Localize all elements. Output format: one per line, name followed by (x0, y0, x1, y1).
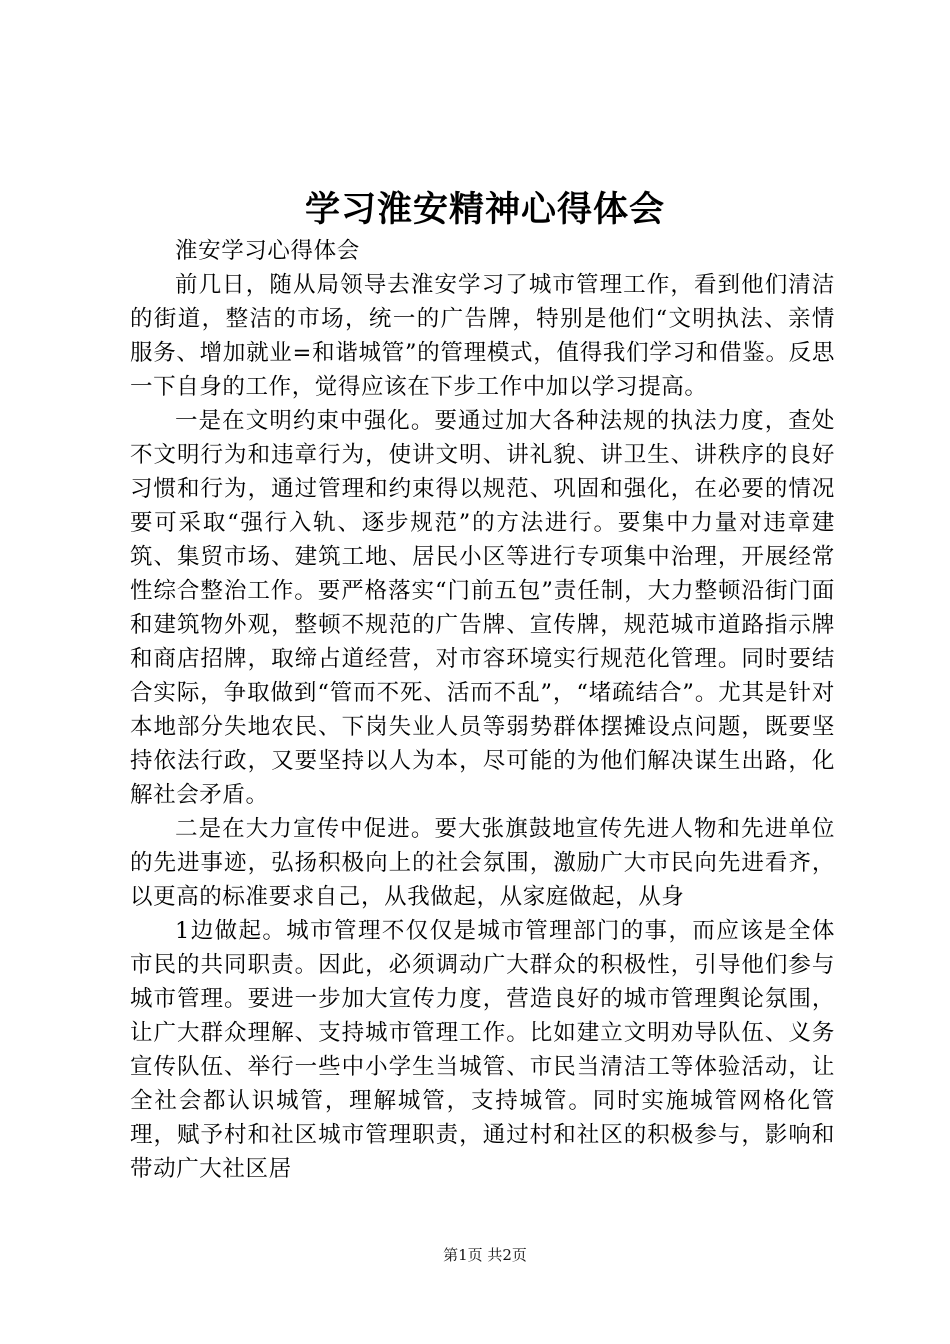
document-page (130, 0, 840, 1344)
subtitle-paragraph: 淮安学习心得体会 (175, 238, 360, 264)
continuation-paragraph: 1边做起。城市管理不仅仅是城市管理部门的事，而应该是全体市民的共同职责。因此，必须调动广大群众的积极性，引导他们参与城市管理。要进一步加大宣传力度，营造良好的城市管理舆论氛围，让广大群众理解、支持城市管理工作。比如建立文明劝导队伍、义务宣传队伍、举行一些中小学生当城管、市民当清洁工等体验活动，让全社会都认识城管，理解城管，支持城管。同时实施城管网格化管理，赋予村和社区城市管理职责，通过村和社区的积极参与，影响和带动广大社区居 (130, 918, 835, 1182)
document-body (130, 234, 835, 1186)
point-two-paragraph: 二是在大力宣传中促进。要大张旗鼓地宣传先进人物和先进单位的先进事迹，弘扬积极向上的社会氛围，激励广大市民向先进看齐，以更高的标准要求自己，从我做起，从家庭做起，从身 (130, 816, 835, 910)
intro-paragraph: 前几日，随从局领导去淮安学习了城市管理工作，看到他们清洁的街道，整洁的市场，统一的广告牌，特别是他们“文明执法、亲情服务、增加就业=和谐城管”的管理模式，值得我们学习和借鉴。反思一下自身的工作，觉得应该在下步工作中加以学习提高。 (130, 272, 835, 400)
page-footer: 第1页 共2页 (443, 1246, 527, 1264)
point-one-paragraph: 一是在文明约束中强化。要通过加大各种法规的执法力度，查处不文明行为和违章行为，使讲文明、讲礼貌、讲卫生、讲秩序的良好习惯和行为，通过管理和约束得以规范、巩固和强化，在必要的情况要可采取“强行入轨、逐步规范”的方法进行。要集中力量对违章建筑、集贸市场、建筑工地、居民小区等进行专项集中治理，开展经常性综合整治工作。要严格落实“门前五包”责任制，大力整顿沿街门面和建筑物外观，整顿不规范的广告牌、宣传牌，规范城市道路指示牌和商店招牌，取缔占道经营，对市容环境实行规范化管理。同时要结合实际，争取做到“管而不死、活而不乱”，“堵疏结合”。尤其是针对本地部分失地农民、下岗失业人员等弱势群体摆摊设点问题，既要坚持依法行政，又要坚持以人为本，尽可能的为他们解决谋生出路，化解社会矛盾。 (130, 408, 835, 808)
document-title: 学习淮安精神心得体会 (304, 189, 665, 230)
